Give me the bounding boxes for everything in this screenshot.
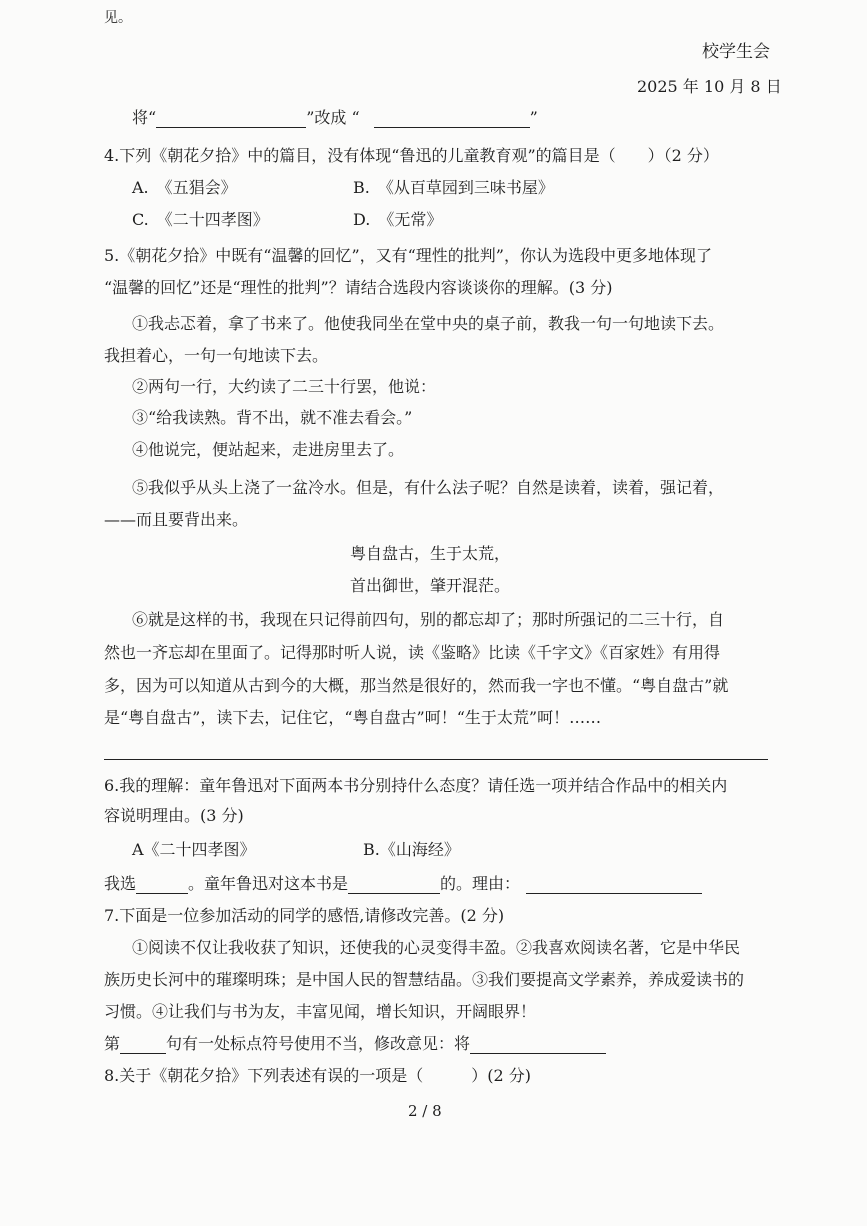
- passage-line: ⑤我似乎从头上浇了一盆冷水。但是，有什么法子呢？自然是读着，读着，强记着，: [132, 478, 725, 497]
- q7-text-line: ①阅读不仅让我收获了知识，还使我的心灵变得丰盈。②我喜欢阅读名著，它是中华民: [132, 938, 741, 957]
- passage-line: 是“粤自盘古”，读下去，记住它，“粤自盘古”呵！“生于太荒”呵！……: [104, 708, 602, 727]
- document-date: 2025 年 10 月 8 日: [637, 77, 782, 96]
- page-number: 2 / 8: [408, 1102, 442, 1120]
- passage-line: ③“给我读熟。背不出，就不准去看会。”: [132, 408, 413, 427]
- q6-stem-line1: 6.我的理解：童年鲁迅对下面两本书分别持什么态度？请任选一项并结合作品中的相关内: [104, 776, 728, 795]
- q6-blank-attitude[interactable]: [348, 876, 440, 894]
- passage-line: ⑥就是这样的书，我现在只记得前四句，别的都忘却了；那时所强记的二三十行，自: [132, 610, 725, 629]
- passage-line: ——而且要背出来。: [104, 510, 249, 529]
- q4-option-b[interactable]: B. 《从百草园到三味书屋》: [353, 178, 554, 197]
- q7-fill-instruction: 句有一处标点符号使用不当，修改意见：将: [166, 1034, 471, 1053]
- q4-option-a[interactable]: A. 《五猖会》: [132, 178, 237, 197]
- q5-answer-line[interactable]: [104, 759, 768, 760]
- q6-option-b[interactable]: B.《山海经》: [363, 840, 460, 859]
- passage-line: 然也一齐忘却在里面了。记得那时听人说，读《鉴略》比读《千字文》《百家姓》有用得: [104, 643, 721, 662]
- q6-stem-line2: 容说明理由。(3 分): [104, 806, 244, 825]
- q6-fill-choose-label: 我选: [104, 874, 137, 893]
- passage-line: ①我忐忑着，拿了书来了。他使我同坐在堂中央的桌子前，教我一句一句地读下去。: [132, 314, 725, 333]
- q6-fill-reason-label: 的。理由：: [440, 874, 521, 893]
- q3-suffix: ”: [529, 108, 538, 127]
- q3-revision-line: [132, 108, 538, 128]
- q7-blank-revision[interactable]: [470, 1036, 606, 1054]
- q8-stem: 8.关于《朝花夕拾》下列表述有误的一项是（ ）(2 分): [104, 1066, 532, 1085]
- q7-text-line: 习惯。④让我们与书为友，丰富见闻，增长知识，开阔眼界！: [104, 1002, 537, 1021]
- q3-blank-revised[interactable]: [374, 110, 530, 128]
- q6-blank-reason[interactable]: [526, 876, 702, 894]
- q6-fill-attitude-label: 。童年鲁迅对这本书是: [188, 874, 349, 893]
- q5-stem-line2: “温馨的回忆”还是“理性的批判”？请结合选段内容谈谈你的理解。(3 分): [104, 278, 613, 297]
- passage-line: 多，因为可以知道从古到今的大概，那当然是很好的，然而我一字也不懂。“粤自盘古”就: [104, 676, 729, 695]
- passage-line: ④他说完，便站起来，走进房里去了。: [132, 440, 405, 459]
- q7-blank-sentence-number[interactable]: [120, 1036, 166, 1054]
- q3-prefix: 将“: [132, 108, 157, 127]
- organization-name: 校学生会: [702, 42, 770, 62]
- q6-fill-line: [104, 874, 702, 894]
- page-top-fragment: 见。: [104, 10, 132, 26]
- q4-stem: 4.下列《朝花夕拾》中的篇目，没有体现“鲁迅的儿童教育观”的篇目是（ ）（2 分）: [104, 146, 719, 165]
- q3-blank-original[interactable]: [156, 110, 306, 128]
- verse-line: 首出御世，肇开混茫。: [350, 576, 511, 595]
- verse-line: 粤自盘古，生于太荒，: [350, 544, 511, 563]
- q6-option-a[interactable]: A《二十四孝图》: [132, 840, 256, 859]
- q7-fill-prefix: 第: [104, 1034, 121, 1053]
- q4-option-c[interactable]: C. 《二十四孝图》: [132, 210, 269, 229]
- q4-option-d[interactable]: D. 《无常》: [353, 210, 443, 229]
- q7-text-line: 族历史长河中的璀璨明珠；是中国人民的智慧结晶。③我们要提高文学素养，养成爱读书的: [104, 970, 745, 989]
- q3-middle: ”改成 “: [306, 108, 360, 127]
- q7-stem: 7.下面是一位参加活动的同学的感悟,请修改完善。(2 分): [104, 906, 505, 925]
- q7-fill-line: [104, 1034, 606, 1054]
- passage-line: 我担着心，一句一句地读下去。: [104, 346, 329, 365]
- q6-blank-choice[interactable]: [136, 876, 188, 894]
- q5-stem-line1: 5.《朝花夕拾》中既有“温馨的回忆”，又有“理性的批判”，你认为选段中更多地体现了: [104, 246, 712, 265]
- passage-line: ②两句一行，大约读了二三十行罢，他说：: [132, 377, 437, 396]
